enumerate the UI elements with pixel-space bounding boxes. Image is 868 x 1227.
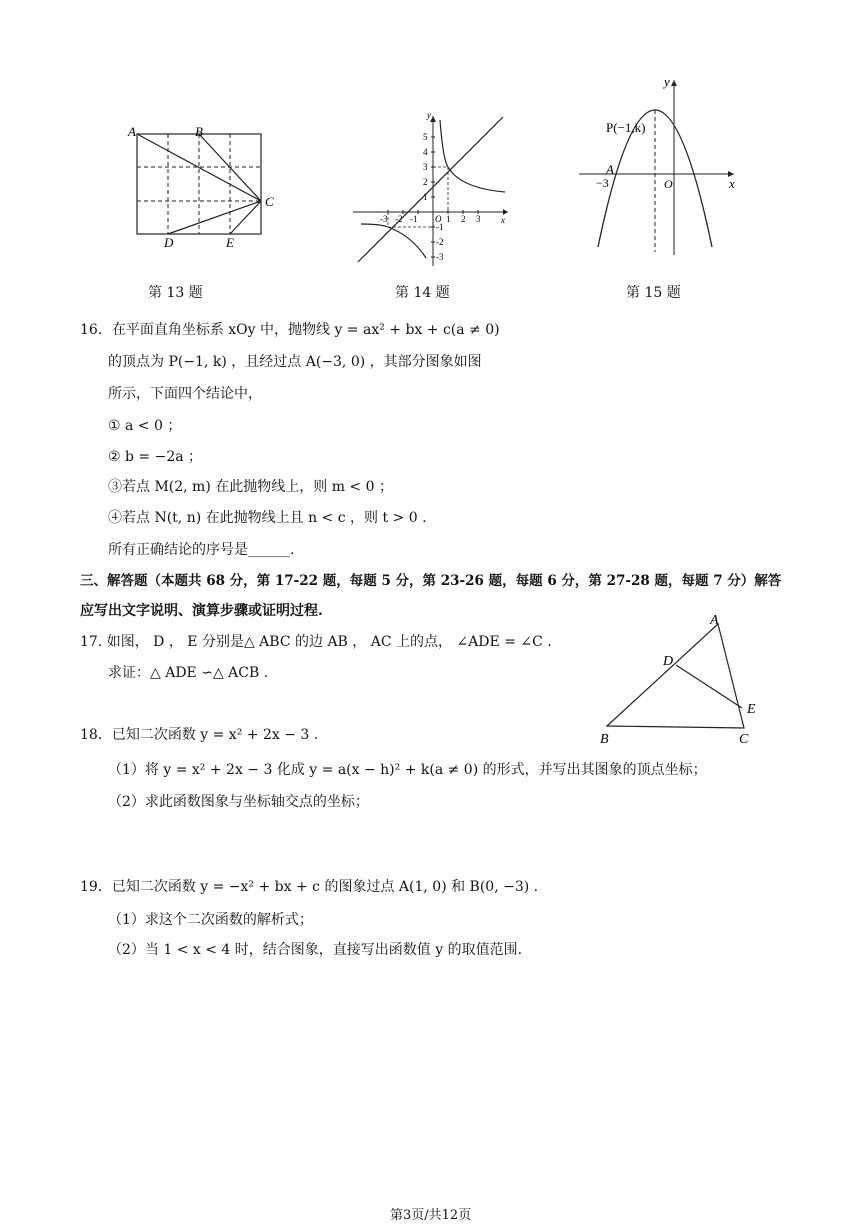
x-tick-neg3: -3 (380, 214, 388, 224)
q16-line3: 所示，下面四个结论中， (108, 386, 262, 402)
q17-line1: 17. 如图， D ， E 分别是△ ABC 的边 AB ， AC 上的点， ∠ADE = ∠C . (80, 634, 552, 650)
label-e: E (226, 235, 234, 250)
x-tick-neg1: -1 (410, 214, 418, 224)
label-c: C (739, 732, 749, 747)
q16-choice-1: ① a < 0 ； (108, 418, 182, 434)
y-tick-2: 2 (423, 177, 428, 187)
point-a-label: A (606, 162, 614, 177)
y-tick-1: 1 (423, 192, 428, 202)
q18-part1: （1）将 y = x² + 2x − 3 化成 y = a(x − h)² + k(a ≠ 0) 的形式，并写出其图象的顶点坐标； (108, 762, 707, 778)
y-tick-neg2: -2 (436, 237, 444, 247)
section3-heading-cont: 应写出文字说明、演算步骤或证明过程. (80, 603, 323, 619)
y-tick-3: 3 (423, 162, 428, 172)
y-tick-5: 5 (423, 132, 428, 142)
caption-13: 第 13 题 (148, 285, 203, 301)
x-tick-neg2: -2 (395, 214, 403, 224)
figure-13 (120, 120, 290, 250)
q16-choice-2: ② b = −2a ； (108, 449, 203, 465)
vertex-label: P(−1,k) (606, 120, 646, 135)
q19-part2: （2）当 1 < x < 4 时，结合图象，直接写出函数值 y 的取值范围. (108, 942, 523, 958)
label-b: B (195, 124, 203, 139)
q16-line1: 16．在平面直角坐标系 xOy 中，抛物线 y = ax² + bx + c(a ≠ 0) (80, 322, 500, 338)
label-d: D (164, 235, 174, 250)
label-a: A (710, 613, 719, 628)
x-tick-neg3: −3 (596, 176, 609, 190)
label-b: B (600, 732, 609, 747)
q17-line2: 求证：△ ADE ∽△ ACB . (108, 665, 269, 681)
figure-14 (350, 108, 515, 268)
x-tick-2: 2 (461, 214, 466, 224)
x-tick-3: 3 (476, 214, 481, 224)
label-a: A (128, 124, 136, 139)
x-axis-label: x (501, 215, 505, 225)
q16-ask: 所有正确结论的序号是______. (108, 542, 295, 558)
y-axis-label: y (427, 110, 431, 120)
caption-15: 第 15 题 (626, 285, 681, 301)
figure-17 (595, 610, 765, 750)
label-e: E (747, 702, 756, 717)
q19-part1: （1）求这个二次函数的解析式； (108, 912, 313, 928)
y-tick-neg1: -1 (436, 222, 444, 232)
q16-choice-3: ③若点 M(2, m) 在此抛物线上，则 m < 0 ； (108, 479, 393, 495)
caption-14: 第 14 题 (395, 285, 450, 301)
y-tick-4: 4 (423, 147, 428, 157)
origin-label: O (435, 214, 442, 224)
label-c: C (265, 194, 274, 209)
y-axis-label: y (664, 74, 670, 89)
x-tick-1: 1 (446, 214, 451, 224)
page-footer: 第3页/共12页 (390, 1208, 472, 1223)
origin-label: O (664, 177, 673, 191)
q19-line1: 19．已知二次函数 y = −x² + bx + c 的图象过点 A(1, 0) 和 B(0, −3) . (80, 879, 539, 895)
label-d: D (663, 654, 674, 669)
q18-line1: 18．已知二次函数 y = x² + 2x − 3 . (80, 727, 319, 743)
y-tick-neg3: -3 (436, 252, 444, 262)
q18-part2: （2）求此函数图象与坐标轴交点的坐标； (108, 794, 369, 810)
x-axis-label: x (729, 176, 735, 191)
section3-heading: 三、解答题（本题共 68 分，第 17-22 题，每题 5 分，第 23-26 题，每题 6 分，第 27-28 题，每题 7 分）解答 (80, 573, 782, 589)
q16-choice-4: ④若点 N(t, n) 在此抛物线上且 n < c ，则 t > 0 . (108, 510, 427, 526)
q16-line2: 的顶点为 P(−1, k) ，且经过点 A(−3, 0) ，其部分图象如图 (108, 354, 482, 370)
figure-15 (576, 72, 748, 257)
